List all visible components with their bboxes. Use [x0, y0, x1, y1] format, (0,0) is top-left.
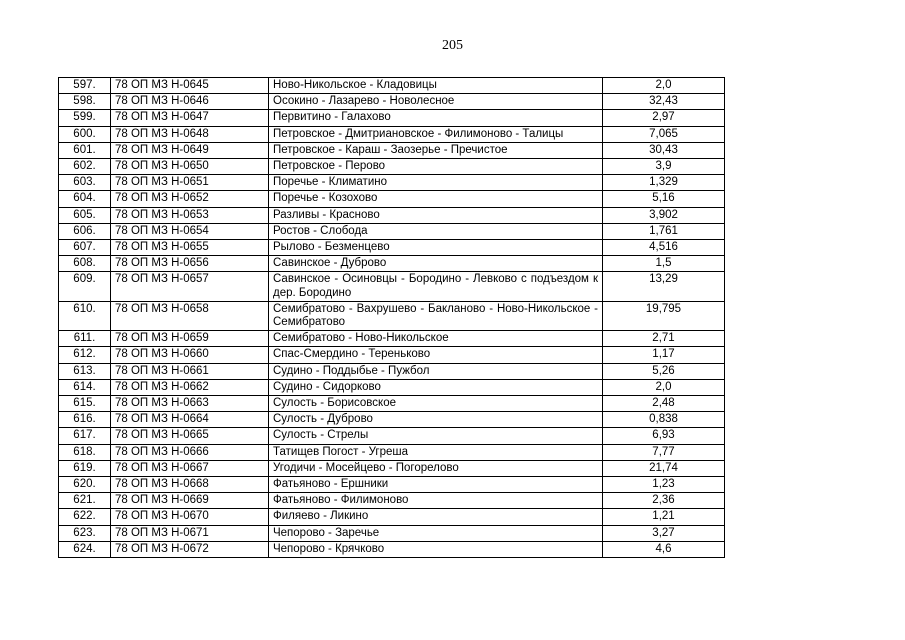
road-code: 78 ОП МЗ Н-0671	[111, 525, 269, 541]
road-code: 78 ОП МЗ Н-0666	[111, 444, 269, 460]
road-code: 78 ОП МЗ Н-0670	[111, 509, 269, 525]
page-number: 205	[442, 38, 463, 53]
row-number: 610.	[59, 301, 111, 330]
road-name: Семибратово - Ново-Никольское	[269, 331, 603, 347]
table-row	[59, 379, 725, 395]
row-number: 615.	[59, 396, 111, 412]
row-number: 598.	[59, 94, 111, 110]
road-length: 4,6	[603, 541, 725, 557]
road-code: 78 ОП МЗ Н-0668	[111, 477, 269, 493]
road-name: Спас-Смердино - Тереньково	[269, 347, 603, 363]
road-name: Сулость - Дуброво	[269, 412, 603, 428]
row-number: 599.	[59, 110, 111, 126]
road-name: Петровское - Перово	[269, 159, 603, 175]
table-row	[59, 272, 725, 301]
road-name: Фатьяново - Ершники	[269, 477, 603, 493]
row-number: 602.	[59, 159, 111, 175]
table-row	[59, 396, 725, 412]
road-code: 78 ОП МЗ Н-0663	[111, 396, 269, 412]
road-code: 78 ОП МЗ Н-0646	[111, 94, 269, 110]
table-row	[59, 363, 725, 379]
road-name: Поречье - Климатино	[269, 175, 603, 191]
road-length: 1,17	[603, 347, 725, 363]
road-code: 78 ОП МЗ Н-0648	[111, 126, 269, 142]
road-name: Фатьяново - Филимоново	[269, 493, 603, 509]
road-code: 78 ОП МЗ Н-0656	[111, 256, 269, 272]
row-number: 618.	[59, 444, 111, 460]
table-row	[59, 428, 725, 444]
road-name: Поречье - Козохово	[269, 191, 603, 207]
road-length: 3,902	[603, 207, 725, 223]
road-name: Угодичи - Мосейцево - Погорелово	[269, 460, 603, 476]
roads-table	[58, 77, 725, 558]
road-length: 2,0	[603, 78, 725, 94]
road-name: Семибратово - Вахрушево - Бакланово - Ново-Никольское - Семибратово	[269, 301, 603, 330]
row-number: 597.	[59, 78, 111, 94]
road-length: 4,516	[603, 240, 725, 256]
table-row	[59, 142, 725, 158]
road-code: 78 ОП МЗ Н-0650	[111, 159, 269, 175]
table-row	[59, 110, 725, 126]
row-number: 624.	[59, 541, 111, 557]
table-row	[59, 191, 725, 207]
row-number: 600.	[59, 126, 111, 142]
table-row	[59, 477, 725, 493]
road-name: Петровское - Караш - Заозерье - Пречистое	[269, 142, 603, 158]
road-name: Чепорово - Заречье	[269, 525, 603, 541]
roads-table-body	[59, 78, 725, 558]
row-number: 603.	[59, 175, 111, 191]
road-length: 7,77	[603, 444, 725, 460]
road-length: 32,43	[603, 94, 725, 110]
road-length: 1,761	[603, 223, 725, 239]
row-number: 606.	[59, 223, 111, 239]
road-name: Ростов - Слобода	[269, 223, 603, 239]
row-number: 601.	[59, 142, 111, 158]
road-code: 78 ОП МЗ Н-0669	[111, 493, 269, 509]
table-row	[59, 509, 725, 525]
road-code: 78 ОП МЗ Н-0651	[111, 175, 269, 191]
table-row	[59, 301, 725, 330]
road-length: 2,36	[603, 493, 725, 509]
road-code: 78 ОП МЗ Н-0658	[111, 301, 269, 330]
road-name: Ново-Никольское - Кладовицы	[269, 78, 603, 94]
road-code: 78 ОП МЗ Н-0652	[111, 191, 269, 207]
road-length: 1,23	[603, 477, 725, 493]
road-code: 78 ОП МЗ Н-0645	[111, 78, 269, 94]
table-row	[59, 78, 725, 94]
road-length: 2,0	[603, 379, 725, 395]
road-name: Петровское - Дмитриановское - Филимоново - Талицы	[269, 126, 603, 142]
road-code: 78 ОП МЗ Н-0659	[111, 331, 269, 347]
row-number: 621.	[59, 493, 111, 509]
road-code: 78 ОП МЗ Н-0661	[111, 363, 269, 379]
table-row	[59, 126, 725, 142]
row-number: 607.	[59, 240, 111, 256]
table-row	[59, 541, 725, 557]
road-code: 78 ОП МЗ Н-0667	[111, 460, 269, 476]
road-length: 3,9	[603, 159, 725, 175]
road-name: Чепорово - Крячково	[269, 541, 603, 557]
table-row	[59, 94, 725, 110]
road-name: Разливы - Красново	[269, 207, 603, 223]
road-code: 78 ОП МЗ Н-0647	[111, 110, 269, 126]
road-length: 2,48	[603, 396, 725, 412]
row-number: 611.	[59, 331, 111, 347]
row-number: 622.	[59, 509, 111, 525]
road-name: Осокино - Лазарево - Новолесное	[269, 94, 603, 110]
road-length: 3,27	[603, 525, 725, 541]
road-length: 19,795	[603, 301, 725, 330]
table-row	[59, 347, 725, 363]
road-code: 78 ОП МЗ Н-0660	[111, 347, 269, 363]
road-name: Сулость - Стрелы	[269, 428, 603, 444]
table-row	[59, 159, 725, 175]
road-code: 78 ОП МЗ Н-0664	[111, 412, 269, 428]
road-length: 2,71	[603, 331, 725, 347]
road-length: 13,29	[603, 272, 725, 301]
road-length: 5,26	[603, 363, 725, 379]
row-number: 605.	[59, 207, 111, 223]
table-row	[59, 444, 725, 460]
road-length: 6,93	[603, 428, 725, 444]
road-length: 21,74	[603, 460, 725, 476]
road-length: 1,329	[603, 175, 725, 191]
row-number: 616.	[59, 412, 111, 428]
row-number: 617.	[59, 428, 111, 444]
road-code: 78 ОП МЗ Н-0672	[111, 541, 269, 557]
road-length: 1,21	[603, 509, 725, 525]
road-length: 5,16	[603, 191, 725, 207]
road-name: Филяево - Ликино	[269, 509, 603, 525]
row-number: 613.	[59, 363, 111, 379]
road-code: 78 ОП МЗ Н-0665	[111, 428, 269, 444]
road-name: Судино - Сидорково	[269, 379, 603, 395]
table-row	[59, 412, 725, 428]
road-code: 78 ОП МЗ Н-0653	[111, 207, 269, 223]
table-row	[59, 331, 725, 347]
road-code: 78 ОП МЗ Н-0657	[111, 272, 269, 301]
road-code: 78 ОП МЗ Н-0654	[111, 223, 269, 239]
row-number: 612.	[59, 347, 111, 363]
road-name: Савинское - Дуброво	[269, 256, 603, 272]
road-length: 0,838	[603, 412, 725, 428]
row-number: 620.	[59, 477, 111, 493]
row-number: 623.	[59, 525, 111, 541]
table-row	[59, 223, 725, 239]
row-number: 619.	[59, 460, 111, 476]
road-name: Татищев Погост - Угреша	[269, 444, 603, 460]
road-name: Савинское - Осиновцы - Бородино - Левково с подъездом к дер. Бородино	[269, 272, 603, 301]
road-length: 2,97	[603, 110, 725, 126]
road-length: 30,43	[603, 142, 725, 158]
row-number: 604.	[59, 191, 111, 207]
row-number: 609.	[59, 272, 111, 301]
row-number: 608.	[59, 256, 111, 272]
road-length: 1,5	[603, 256, 725, 272]
road-name: Первитино - Галахово	[269, 110, 603, 126]
road-code: 78 ОП МЗ Н-0655	[111, 240, 269, 256]
table-row	[59, 525, 725, 541]
road-code: 78 ОП МЗ Н-0649	[111, 142, 269, 158]
table-row	[59, 207, 725, 223]
table-row	[59, 493, 725, 509]
road-name: Судино - Поддыбье - Пужбол	[269, 363, 603, 379]
row-number: 614.	[59, 379, 111, 395]
road-code: 78 ОП МЗ Н-0662	[111, 379, 269, 395]
road-name: Рылово - Безменцево	[269, 240, 603, 256]
table-row	[59, 175, 725, 191]
table-row	[59, 460, 725, 476]
road-length: 7,065	[603, 126, 725, 142]
table-row	[59, 256, 725, 272]
table-row	[59, 240, 725, 256]
road-name: Сулость - Борисовское	[269, 396, 603, 412]
